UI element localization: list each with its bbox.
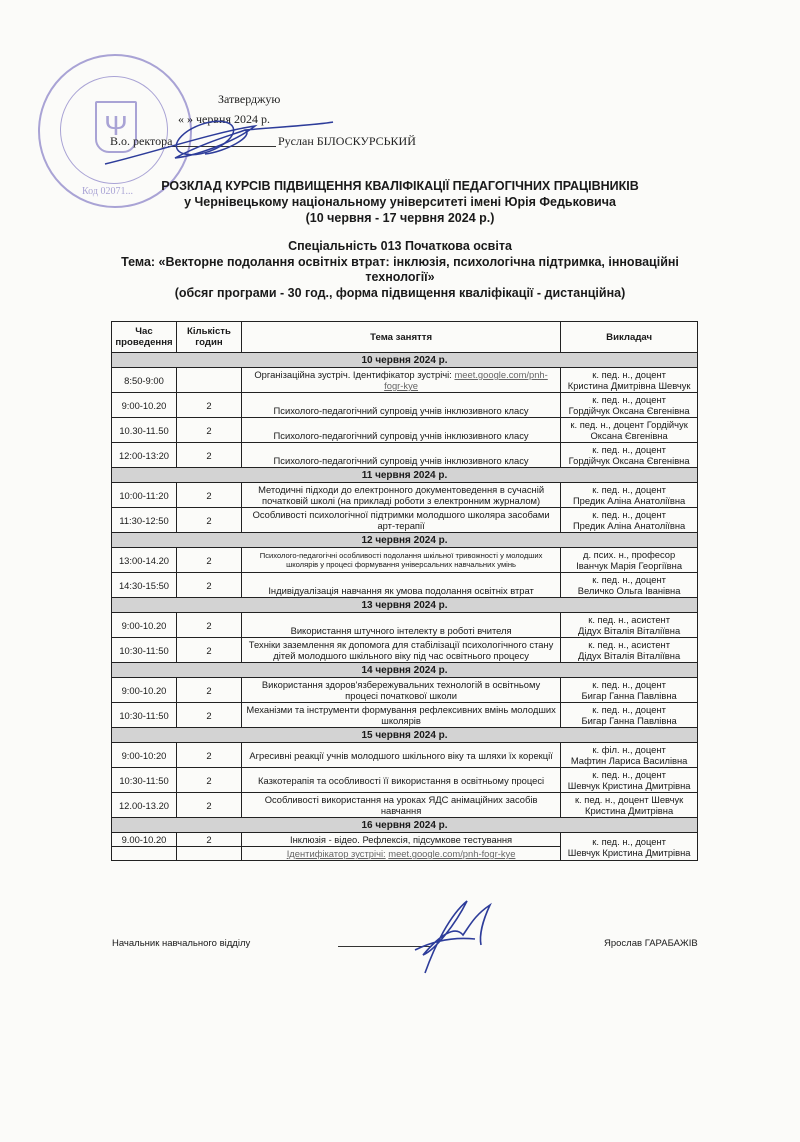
cell-time: 12:00-13:20 [112, 443, 177, 468]
cell-teacher [561, 368, 698, 393]
day-row [112, 468, 698, 483]
cell-topic [241, 443, 560, 468]
cell-teacher [561, 548, 698, 573]
approve-label: Затверджую [218, 92, 281, 106]
cell-teacher [561, 793, 698, 818]
topic-line-2: технології» [365, 270, 435, 284]
day-date: 13 червня 2024 р. [112, 598, 698, 613]
cell-hours: 2 [176, 418, 241, 443]
cell-topic [241, 613, 560, 638]
rector-name: Руслан БІЛОСКУРСЬКИЙ [278, 134, 416, 148]
day-date: 10 червня 2024 р. [112, 353, 698, 368]
day-row [112, 353, 698, 368]
table-row [112, 743, 698, 768]
cell-time: 13:00-14.20 [112, 548, 177, 573]
topic-text: Методичні підходи до електронного документоведення в сучасній початковій школі (на прикладі роботи з електронним журналом) [258, 484, 545, 506]
rector-signature [95, 112, 335, 172]
topic-text: Техніки заземлення як допомога для стабілізації психологічного стану дітей молодшого шкільного віку під час освітнього процесу [248, 639, 554, 661]
topic-text: Психолого-педагогічний супровід учнів інклюзивного класу [273, 455, 529, 466]
table-row [112, 508, 698, 533]
schedule-table [111, 321, 698, 861]
cell-teacher [561, 613, 698, 638]
cell-topic [241, 793, 560, 818]
course-dates: (10 червня - 17 червня 2024 р.) [305, 211, 495, 225]
teacher-name: Шевчук Кристина Дмитрівна [567, 846, 691, 858]
teacher-name: Дідух Віталія Віталіївна [578, 650, 681, 661]
topic-text: Використання штучного інтелекту в роботі вчителя [290, 625, 512, 636]
col-time: Час проведення [112, 322, 177, 353]
cell-hours: 2 [176, 483, 241, 508]
teacher-title: к. пед. н., доцент [592, 769, 666, 780]
topic-text: Психолого-педагогічний супровід учнів інклюзивного класу [273, 405, 529, 416]
cell-hours: 2 [176, 638, 241, 663]
teacher-title: к. пед. н., доцент [592, 679, 666, 690]
teacher-name: Іванчук Марія Георгіївна [576, 560, 683, 571]
table-row [112, 768, 698, 793]
cell-teacher [561, 768, 698, 793]
topic-text: Казкотерапія та особливості її використання в освітньому процесі [258, 774, 545, 786]
teacher-title: к. пед. н., доцент Шевчук [574, 794, 684, 805]
cell-hours: 2 [176, 743, 241, 768]
teacher-title: к. пед. н., доцент [592, 704, 666, 715]
teacher-title: к. пед. н., асистент [588, 639, 670, 650]
stamp-code: Код 02071... [82, 186, 133, 197]
cell-teacher [561, 678, 698, 703]
cell-topic [241, 638, 560, 663]
day-date: 12 червня 2024 р. [112, 533, 698, 548]
teacher-name: Бигар Ганна Павлівна [581, 690, 677, 701]
day-date: 11 червня 2024 р. [112, 468, 698, 483]
institution-line: у Чернівецькому національному університеті імені Юрія Федьковича [184, 195, 616, 209]
teacher-name: Кристина Дмитрівна [585, 805, 674, 816]
teacher-name: Величко Ольга Іванівна [577, 585, 681, 596]
cell-time: 9:00-10.20 [112, 393, 177, 418]
cell-time: 10:30-11:50 [112, 768, 177, 793]
cell-time: 9.00-10.20 [112, 833, 177, 847]
topic-text: Особливості психологічної підтримки молодшого школяра засобами арт-терапії [252, 509, 550, 531]
teacher-title: к. пед. н., доцент [592, 444, 666, 455]
cell-topic [241, 508, 560, 533]
cell-time: 10:00-11:20 [112, 483, 177, 508]
program-scope: (обсяг програми - 30 год., форма підвищення кваліфікації - дистанційна) [174, 286, 626, 300]
table-row [112, 833, 698, 847]
cell-time: 9:00-10.20 [112, 613, 177, 638]
trident-crest-icon: Ψ [95, 101, 137, 153]
teacher-name: Дідух Віталія Віталіївна [578, 625, 681, 636]
teacher-name: Бигар Ганна Павлівна [581, 715, 677, 726]
cell-hours: 2 [176, 793, 241, 818]
cell-hours: 2 [176, 768, 241, 793]
cell-topic [241, 483, 560, 508]
table-row [112, 393, 698, 418]
approve-date: « » червня 2024 р. [178, 112, 270, 126]
table-row [112, 548, 698, 573]
topic-text: Психолого-педагогічний супровід учнів інклюзивного класу [273, 430, 529, 441]
footer-signature [395, 895, 505, 975]
teacher-title: к. пед. н., доцент [592, 484, 666, 495]
topic-text: Психолого-педагогічні особливості подолання шкільної тривожності у молодших школярів у процесі формування універсальних навчальних умінь [259, 551, 543, 569]
cell-topic [241, 418, 560, 443]
day-row [112, 728, 698, 743]
cell-topic [241, 768, 560, 793]
cell-hours: 2 [176, 393, 241, 418]
cell-teacher [561, 508, 698, 533]
topic-text: Організаційна зустріч. Ідентифікатор зустрічі: [254, 369, 455, 380]
cell-hours: 2 [176, 833, 241, 847]
meeting-link[interactable]: meet.google.com/pnh-fogr-kye [388, 848, 516, 859]
cell-empty [112, 847, 177, 861]
teacher-title: к. філ. н., доцент [592, 744, 666, 755]
teacher-name: Мафтин Лариса Василівна [570, 755, 688, 766]
cell-time: 10:30-11:50 [112, 638, 177, 663]
meeting-id-label: Ідентифікатор зустрічі: [286, 848, 386, 859]
col-topic: Тема заняття [241, 322, 560, 353]
topic-text: Агресивні реакції учнів молодшого шкільного віку та шляхи їх корекції [249, 749, 553, 761]
cell-topic [241, 368, 560, 393]
teacher-name: Гордійчук Оксана Євгенівна [568, 405, 690, 416]
cell-time: 14:30-15:50 [112, 573, 177, 598]
topic-text: Інклюзія - відео. Рефлексія, підсумкове тестування [290, 834, 513, 845]
col-teacher: Викладач [561, 322, 698, 353]
cell-topic [241, 703, 560, 728]
teacher-title: к. пед. н., доцент [592, 369, 666, 380]
cell-hours: 2 [176, 548, 241, 573]
cell-time: 12.00-13.20 [112, 793, 177, 818]
teacher-title: к. пед. н., асистент [588, 614, 670, 625]
cell-meeting-id [241, 847, 560, 861]
cell-hours: 2 [176, 703, 241, 728]
document-title: РОЗКЛАД КУРСІВ ПІДВИЩЕННЯ КВАЛІФІКАЦІЇ ПЕДАГОГІЧНИХ ПРАЦІВНИКІВ [161, 179, 639, 193]
table-row [112, 613, 698, 638]
teacher-name: Предик Аліна Анатоліївна [572, 520, 686, 531]
day-date: 16 червня 2024 р. [112, 818, 698, 833]
teacher-name: Кристина Дмитрівна Шевчук [567, 380, 691, 391]
specialty: Спеціальність 013 Початкова освіта [288, 239, 512, 253]
cell-teacher [561, 743, 698, 768]
footer-name: Ярослав ГАРАБАЖІВ [604, 938, 698, 949]
table-row [112, 793, 698, 818]
cell-time: 9:00-10:20 [112, 743, 177, 768]
cell-hours: 2 [176, 508, 241, 533]
teacher-title: к. пед. н., доцент [592, 835, 666, 847]
cell-topic [241, 393, 560, 418]
teacher-name: Предик Аліна Анатоліївна [572, 495, 686, 506]
cell-hours: 2 [176, 613, 241, 638]
day-row [112, 818, 698, 833]
cell-topic [241, 743, 560, 768]
day-row [112, 533, 698, 548]
table-row [112, 483, 698, 508]
teacher-title: к. пед. н., доцент [592, 509, 666, 520]
teacher-title: к. пед. н., доцент [592, 394, 666, 405]
rector-position: В.о. ректора [110, 134, 173, 148]
day-date: 14 червня 2024 р. [112, 663, 698, 678]
cell-teacher [561, 833, 698, 861]
footer-position: Начальник навчального відділу [112, 938, 251, 949]
cell-teacher [561, 393, 698, 418]
cell-hours: 2 [176, 443, 241, 468]
teacher-title: д. псих. н., професор [583, 549, 676, 560]
teacher-name: Гордійчук Оксана Євгенівна [568, 455, 690, 466]
table-header-row [112, 322, 698, 353]
topic-text: Особливості використання на уроках ЯДС анімаційних засобів навчання [264, 794, 538, 816]
teacher-name: Шевчук Кристина Дмитрівна [567, 780, 691, 791]
cell-topic [241, 833, 560, 847]
cell-time: 11:30-12:50 [112, 508, 177, 533]
meeting-link[interactable]: meet.google.com/pnh-fogr-kye [384, 369, 548, 391]
table-row [112, 368, 698, 393]
teacher-title: к. пед. н., доцент [592, 574, 666, 585]
col-hours: Кількість годин [176, 322, 241, 353]
cell-teacher [561, 638, 698, 663]
teacher-title: к. пед. н., доцент Гордійчук [570, 419, 688, 430]
day-date: 15 червня 2024 р. [112, 728, 698, 743]
table-row [112, 443, 698, 468]
cell-empty [176, 847, 241, 861]
table-row [112, 638, 698, 663]
day-row [112, 663, 698, 678]
day-row [112, 598, 698, 613]
topic-text: Індивідуалізація навчання як умова подолання освітніх втрат [268, 585, 534, 596]
cell-hours: 2 [176, 573, 241, 598]
cell-time: 10.30-11.50 [112, 418, 177, 443]
cell-teacher [561, 573, 698, 598]
cell-topic [241, 573, 560, 598]
cell-teacher [561, 703, 698, 728]
teacher-name: Оксана Євгенівна [590, 430, 668, 441]
cell-teacher [561, 483, 698, 508]
cell-hours [176, 368, 241, 393]
table-row [112, 573, 698, 598]
topic-text: Використання здоров'язбережувальних технологій в освітньому процесі початкової школи [261, 679, 541, 701]
cell-topic [241, 678, 560, 703]
topic-line-1: Тема: «Векторне подолання освітніх втрат: інклюзія, психологічна підтримка, інноваційні [121, 255, 679, 269]
table-row [112, 703, 698, 728]
table-row [112, 418, 698, 443]
topic-text: Механізми та інструменти формування рефлексивних вмінь молодших школярів [246, 704, 556, 726]
cell-time: 9:00-10.20 [112, 678, 177, 703]
table-row [112, 678, 698, 703]
cell-topic [241, 548, 560, 573]
cell-time: 10:30-11:50 [112, 703, 177, 728]
cell-teacher [561, 443, 698, 468]
cell-hours: 2 [176, 678, 241, 703]
cell-time: 8:50-9:00 [112, 368, 177, 393]
cell-teacher [561, 418, 698, 443]
